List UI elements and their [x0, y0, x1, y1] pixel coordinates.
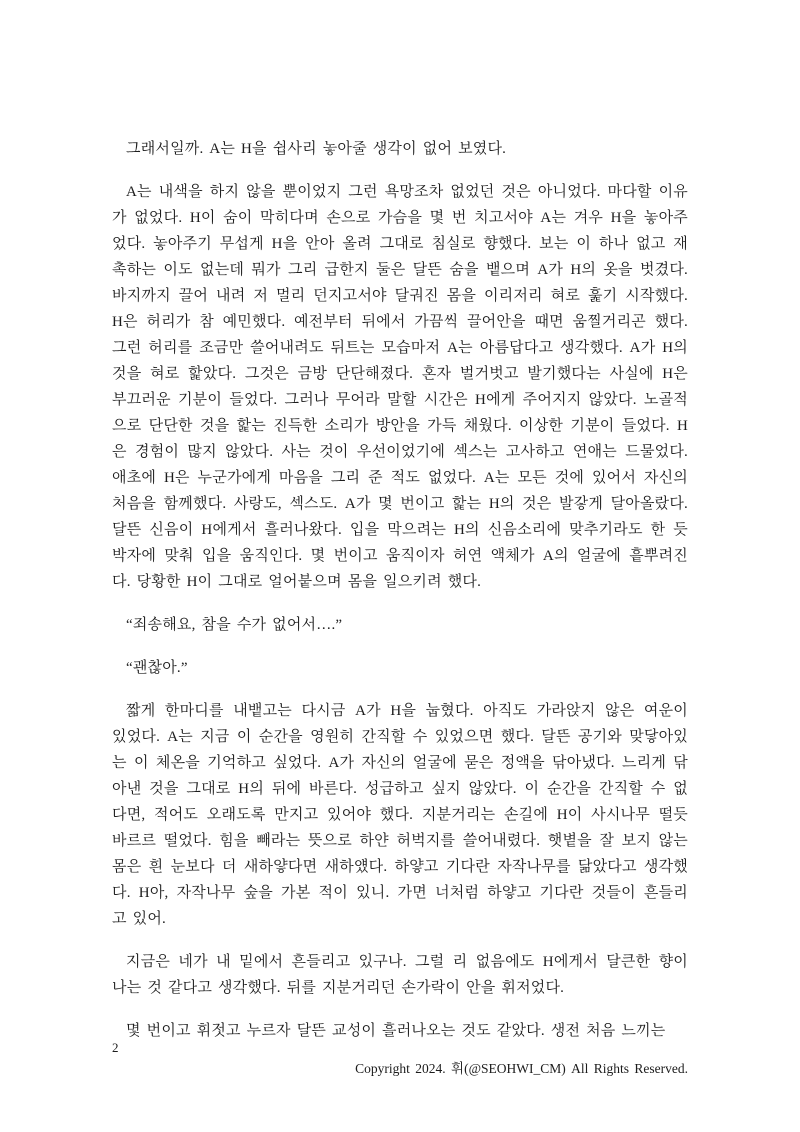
text-line: 처음을 함께했다. 사랑도, 섹스도. A가 몇 번이고 핥는 H의 것은 발갛게 달아올랐다.: [112, 496, 688, 512]
text-line: 애초에 H은 누군가에게 마음을 그리 준 적도 없었다. A는 모든 것에 있어서 자신의: [112, 470, 688, 486]
paragraph: [112, 136, 688, 162]
text-line: 고 있어.: [112, 911, 166, 927]
text-line: 다. 당황한 H이 그대로 얼어붙으며 몸을 일으키려 했다.: [112, 574, 482, 590]
document-footer: [112, 1040, 688, 1077]
text-line: 었다. 놓아주기 무섭게 H을 안아 올려 그대로 침실로 향했다. 보는 이 하나 없고 재: [112, 236, 688, 252]
text-line: 있었다. A는 지금 이 순간을 영원히 간직할 수 있었으면 했다. 달뜬 공기와 맞닿아있: [112, 729, 688, 745]
text-line: 나는 것 같다고 생각했다. 뒤를 지분거리던 손가락이 안을 휘저었다.: [112, 980, 565, 996]
text-line: 은 경험이 많지 않았다. 사는 것이 우선이었기에 섹스는 고사하고 연애는 드물었다.: [112, 444, 688, 460]
text-line: H은 허리가 참 예민했다. 예전부터 뒤에서 가끔씩 끌어안을 때면 움찔거리곤 했다.: [112, 314, 688, 330]
text-line: 부끄러운 기분이 들었다. 그러나 무어라 말할 시간은 H에게 주어지지 않았다. 노골적: [112, 392, 688, 408]
text-line: 달뜬 신음이 H에게서 흘러나왔다. 입을 막으려는 H의 신음소리에 맞추기라도 한 듯: [112, 522, 688, 538]
text-line: 다면, 적어도 오래도록 만지고 있어야 했다. 지분거리는 손길에 H이 사시나무 떨듯: [112, 807, 688, 823]
text-line: 지금은 네가 내 밑에서 흔들리고 있구나. 그럴 리 없음에도 H에게서 달큰한 향이: [126, 954, 688, 970]
text-line: 으로 단단한 것을 핥는 진득한 소리가 방안을 가득 채웠다. 이상한 기분이 들었다. H: [112, 418, 688, 434]
text-line: 아낸 것을 그대로 H의 뒤에 바른다. 성급하고 싶지 않았다. 이 순간을 간직할 수 없: [112, 781, 688, 797]
text-line: 는 이 체온을 기억하고 싶었다. A가 자신의 얼굴에 묻은 정액을 닦아냈다. 느리게 닦: [112, 755, 688, 771]
copyright-notice: Copyright 2024. 휘(@SEOHWI_CM) All Rights Reserved.: [355, 1061, 688, 1076]
text-line: 박자에 맞춰 입을 움직인다. 몇 번이고 움직이자 허연 액체가 A의 얼굴에 흩뿌려진: [112, 548, 688, 564]
paragraph: [112, 655, 688, 681]
text-line: 다. H아, 자작나무 숲을 가본 적이 있니. 가면 너처럼 하얗고 기다란 것들이 흔들리: [112, 885, 688, 901]
paragraph: [112, 698, 688, 932]
text-line: 것을 혀로 핥았다. 그것은 금방 단단해졌다. 혼자 벌거벗고 발기했다는 사실에 H은: [112, 366, 688, 382]
document-body: [112, 136, 688, 1061]
text-line: “죄송해요, 참을 수가 없어서….”: [126, 617, 343, 633]
page-number: 2: [112, 1040, 119, 1055]
text-line: “괜찮아.”: [126, 660, 188, 676]
text-line: 몇 번이고 휘젓고 누르자 달뜬 교성이 흘러나오는 것도 같았다. 생전 처음 느끼는: [126, 1023, 666, 1039]
text-line: 바지까지 끌어 내려 저 멀리 던지고서야 달궈진 몸을 이리저리 혀로 훑기 시작했다.: [112, 288, 688, 304]
paragraph: [112, 949, 688, 1001]
text-line: 몸은 흰 눈보다 더 새하얗다면 새하얬다. 하얗고 기다란 자작나무를 닮았다고 생각했: [112, 859, 688, 875]
paragraph: [112, 179, 688, 595]
text-line: A는 내색을 하지 않을 뿐이었지 그런 욕망조차 없었던 것은 아니었다. 마다할 이유: [126, 184, 688, 200]
text-line: 가 없었다. H이 숨이 막히다며 손으로 가슴을 몇 번 치고서야 A는 겨우 H을 놓아주: [112, 210, 688, 226]
text-line: 촉하는 이도 없는데 뭐가 그리 급한지 둘은 달뜬 숨을 뱉으며 A가 H의 옷을 벗겼다.: [112, 262, 688, 278]
text-line: 그런 허리를 조금만 쓸어내려도 뒤트는 모습마저 A는 아름답다고 생각했다. A가 H의: [112, 340, 688, 356]
text-line: 바르르 떨었다. 힘을 빼라는 뜻으로 하얀 허벅지를 쓸어내렸다. 햇볕을 잘 보지 않는: [112, 833, 688, 849]
text-line: 짧게 한마디를 내뱉고는 다시금 A가 H을 눕혔다. 아직도 가라앉지 않은 여운이: [126, 703, 688, 719]
paragraph: [112, 612, 688, 638]
text-line: 그래서일까. A는 H을 쉽사리 놓아줄 생각이 없어 보였다.: [126, 141, 507, 157]
